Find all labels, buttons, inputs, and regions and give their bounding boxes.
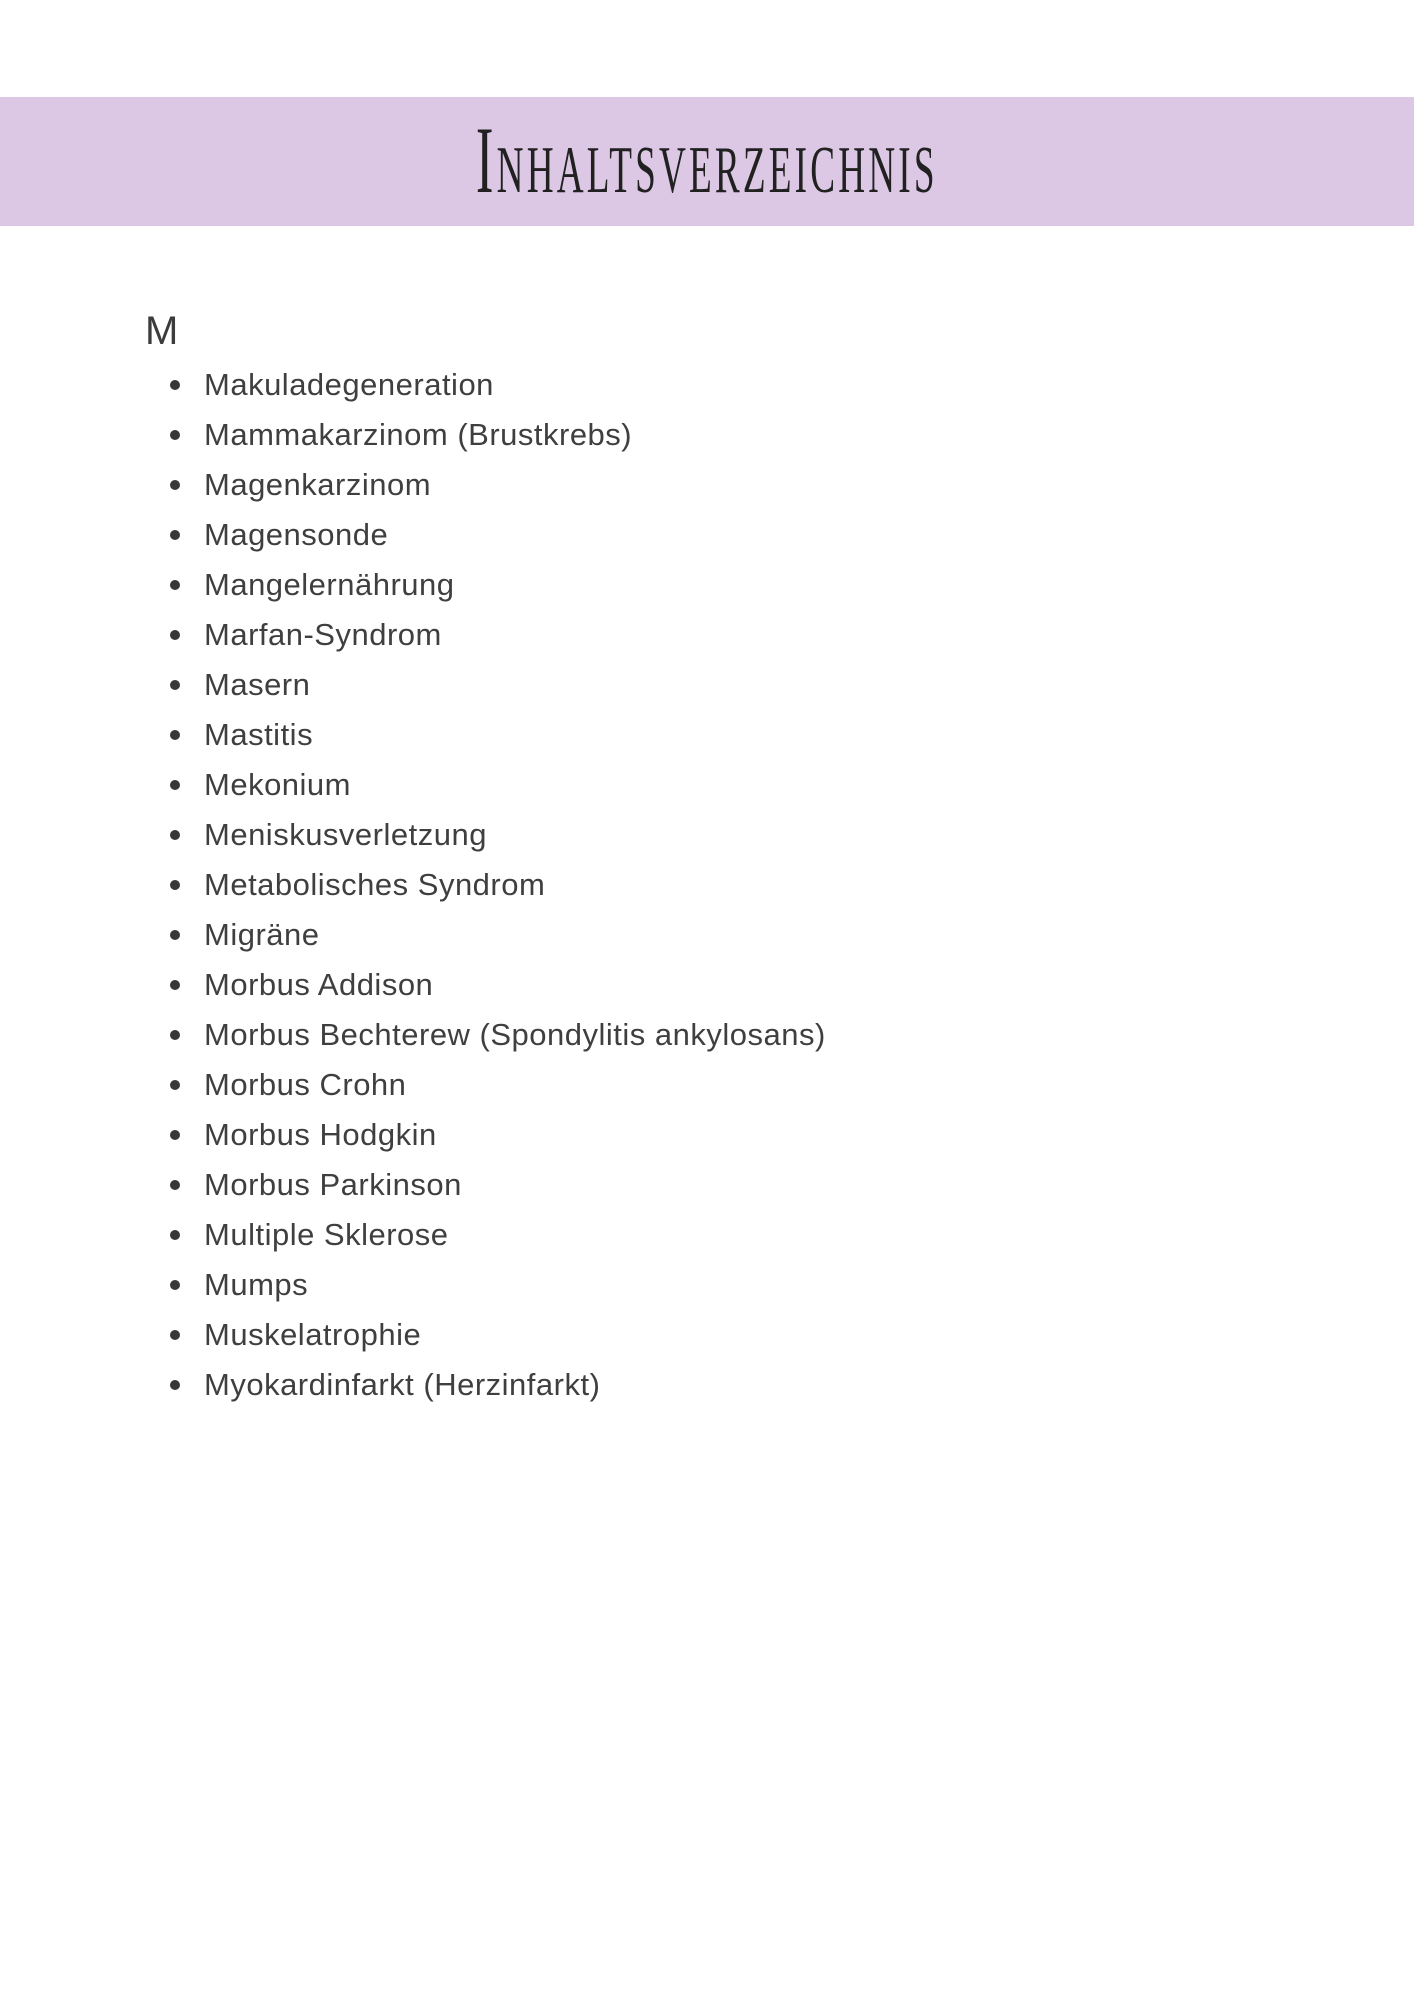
- bullet-icon: [170, 1280, 180, 1290]
- list-item-label: Morbus Crohn: [204, 1067, 407, 1102]
- bullet-icon: [170, 1080, 180, 1090]
- list-item: [145, 1010, 1334, 1060]
- list-item: [145, 410, 1334, 460]
- list-item-label: Multiple Sklerose: [204, 1217, 449, 1252]
- bullet-icon: [170, 480, 180, 490]
- list-item-label: Mekonium: [204, 767, 351, 802]
- bullet-icon: [170, 1230, 180, 1240]
- bullet-icon: [170, 780, 180, 790]
- list-item-label: Migräne: [204, 917, 320, 952]
- list-item: [145, 810, 1334, 860]
- list-item-label: Mammakarzinom (Brustkrebs): [204, 417, 633, 452]
- list-item-label: Morbus Hodgkin: [204, 1117, 437, 1152]
- list-item: [145, 1160, 1334, 1210]
- list-item: [145, 560, 1334, 610]
- list-item-label: Muskelatrophie: [204, 1317, 422, 1352]
- list-item: [145, 760, 1334, 810]
- list-item: [145, 710, 1334, 760]
- list-item: [145, 510, 1334, 560]
- list-item-label: Magenkarzinom: [204, 467, 432, 502]
- bullet-icon: [170, 1130, 180, 1140]
- page-title: Inhaltsverzeichnis: [476, 108, 938, 214]
- bullet-icon: [170, 1030, 180, 1040]
- list-item-label: Mangelernährung: [204, 567, 455, 602]
- toc-content: [145, 306, 1334, 1410]
- list-item: [145, 1360, 1334, 1410]
- list-item: [145, 960, 1334, 1010]
- list-item: [145, 910, 1334, 960]
- bullet-icon: [170, 1180, 180, 1190]
- list-item: [145, 1060, 1334, 1110]
- list-item: [145, 1260, 1334, 1310]
- bullet-icon: [170, 1330, 180, 1340]
- bullet-icon: [170, 430, 180, 440]
- bullet-icon: [170, 980, 180, 990]
- bullet-icon: [170, 730, 180, 740]
- bullet-icon: [170, 680, 180, 690]
- list-item-label: Metabolisches Syndrom: [204, 867, 546, 902]
- bullet-icon: [170, 630, 180, 640]
- list-item-label: Magensonde: [204, 517, 389, 552]
- bullet-icon: [170, 380, 180, 390]
- list-item: [145, 460, 1334, 510]
- toc-list: [145, 360, 1334, 1410]
- list-item-label: Myokardinfarkt (Herzinfarkt): [204, 1367, 601, 1402]
- bullet-icon: [170, 930, 180, 940]
- list-item: [145, 1310, 1334, 1360]
- bullet-icon: [170, 830, 180, 840]
- list-item-label: Marfan-Syndrom: [204, 617, 442, 652]
- bullet-icon: [170, 1380, 180, 1390]
- list-item: [145, 660, 1334, 710]
- list-item-label: Morbus Parkinson: [204, 1167, 462, 1202]
- list-item-label: Mumps: [204, 1267, 309, 1302]
- list-item: [145, 1210, 1334, 1260]
- list-item-label: Morbus Bechterew (Spondylitis ankylosans): [204, 1017, 826, 1052]
- list-item-label: Morbus Addison: [204, 967, 434, 1002]
- list-item-label: Meniskusverletzung: [204, 817, 487, 852]
- bullet-icon: [170, 880, 180, 890]
- title-banner: [0, 97, 1414, 226]
- list-item: [145, 610, 1334, 660]
- list-item: [145, 1110, 1334, 1160]
- list-item-label: Makuladegeneration: [204, 367, 494, 402]
- list-item: [145, 860, 1334, 910]
- list-item: [145, 360, 1334, 410]
- section-letter-heading: M: [145, 309, 179, 353]
- list-item-label: Masern: [204, 667, 311, 702]
- bullet-icon: [170, 580, 180, 590]
- list-item-label: Mastitis: [204, 717, 314, 752]
- bullet-icon: [170, 530, 180, 540]
